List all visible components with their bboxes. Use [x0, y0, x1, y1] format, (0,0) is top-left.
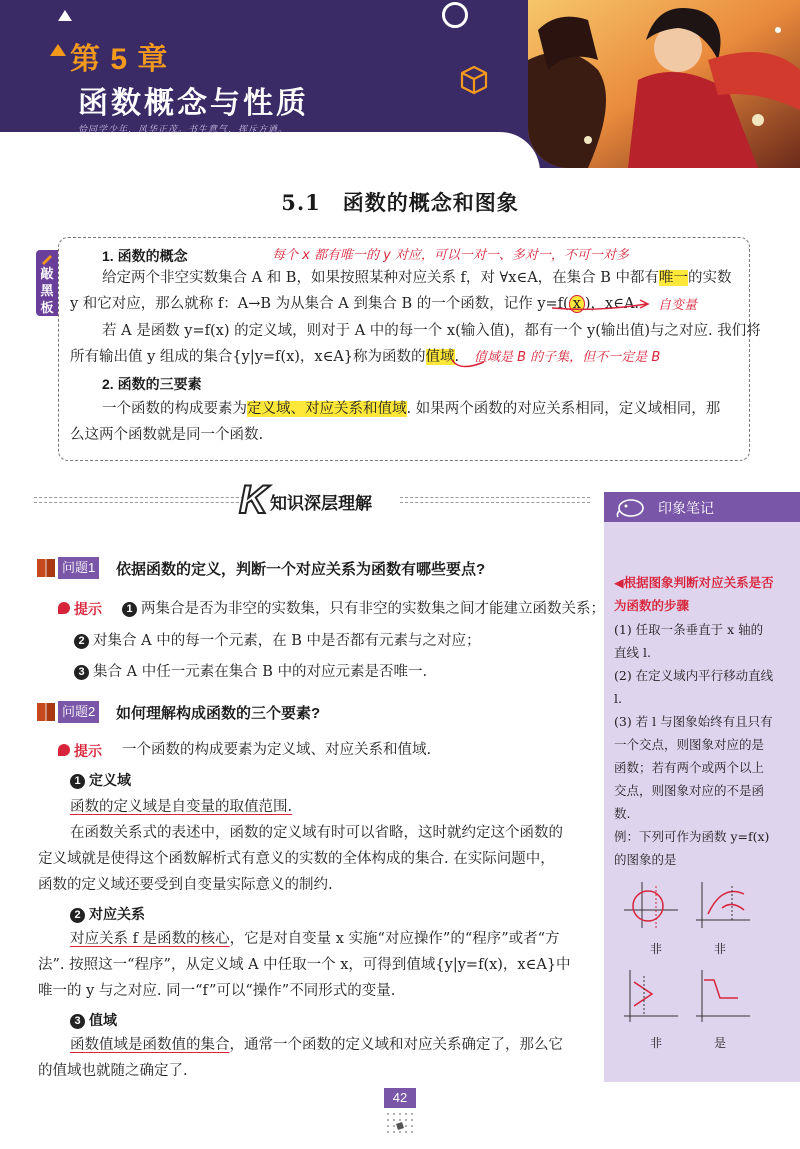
element-text: ，它是对自变量 x 实施“对应操作”的“程序”或者“方	[229, 931, 560, 947]
sidenote-heading-text: ◀根据图象判断对应关系是否为函数的步骤	[614, 576, 774, 613]
sidenote-content	[614, 572, 774, 871]
hint-label: 提示	[74, 743, 102, 759]
definition-text: .	[454, 349, 460, 365]
blackboard-tab-label: 敲黑板	[40, 266, 54, 315]
sidenote-example: 例：下列可作为函数 y=f(x) 的图象的是	[614, 829, 770, 867]
sidenote-step-3: (3) 若 l 与图象始终有且只有一个交点，则图象对应的是函数；若有两个或两个以上交点，则图象对应的不是函数.	[614, 714, 773, 821]
question-1-tag: 问题1	[58, 557, 99, 579]
question-2-text: 如何理解构成函数的三个要素?	[116, 705, 321, 722]
element-3-text-2: 的值域也就随之确定了.	[38, 1063, 188, 1079]
graph-steps	[692, 968, 752, 1024]
elements-line-2: 么这两个函数就是同一个函数.	[70, 427, 264, 443]
hint-1-item-2	[74, 628, 594, 654]
element-title: 对应关系	[89, 906, 145, 922]
handwritten-note-2: 自变量	[658, 298, 698, 313]
definition-text: 给定两个非空实数集合 A 和 B，如果按照某种对应关系 f，对 ∀x∈A，在集合 B 中都有	[102, 270, 660, 286]
element-2-heading	[70, 904, 145, 924]
chapter-number: 第 5 章	[70, 43, 169, 76]
section-title: 5.1 函数的概念和图象	[281, 190, 519, 215]
elements-text: . 如果两个函数的对应关系相同，定义域相同，那	[406, 401, 721, 417]
graph-circle	[620, 880, 680, 932]
element-key-phrase: 对应关系 f 是函数的核心	[70, 931, 230, 947]
highlight-three-elements: 定义域、对应关系和值域	[247, 401, 407, 417]
hint-1-item-1	[122, 596, 605, 622]
hint-text: 集合 A 中任一元素在集合 B 中的对应元素是否唯一.	[93, 664, 428, 680]
sidenote-title: 印象笔记	[658, 500, 714, 516]
hint-2-intro: 一个函数的构成要素为定义域、对应关系和值域.	[122, 742, 432, 758]
chapter-motto: 恰同学少年，风华正茂。书生意气，挥斥方遒。	[78, 125, 289, 135]
element-1-heading	[70, 770, 131, 790]
element-1-text-2: 定义域就是使得这个函数解析式有意义的实数的全体构成的集合. 在实际问题中，	[38, 851, 555, 867]
number-badge: 3	[70, 1014, 85, 1029]
definition-line-3: 若 A 是函数 y=f(x) 的定义域，则对于 A 中的每一个 x(输入值)，都有一个 y(输出值)与之对应. 我们将	[102, 323, 761, 339]
book-icon	[36, 557, 56, 579]
number-badge: 1	[70, 774, 85, 789]
hint-1-item-3	[74, 659, 594, 685]
highlight-unique: 唯一	[659, 270, 689, 286]
k-logo-icon: K	[239, 478, 268, 522]
hint-text: 对集合 A 中的每一个元素，在 B 中是否都有元素与之对应；	[93, 633, 481, 649]
question-2-tag: 问题2	[58, 701, 99, 723]
elephant-icon	[614, 496, 648, 518]
hint-marker-icon	[58, 744, 70, 756]
element-title: 定义域	[89, 772, 131, 788]
definition-text: y 和它对应，那么就称 f：A→B 为从集合 A 到集合 B 的一个函数，记作 y=f(	[70, 296, 569, 312]
divider	[34, 497, 254, 498]
graph-label: 非	[650, 1036, 663, 1050]
number-badge: 2	[70, 908, 85, 923]
divider	[400, 497, 590, 498]
page-number: 42	[384, 1088, 416, 1108]
graph-label: 非	[714, 942, 727, 956]
divider	[34, 502, 254, 503]
highlight-x: x	[569, 295, 585, 313]
element-1-text-3: 函数的定义域还要受到自变量实际意义的制约.	[38, 877, 333, 893]
number-badge: 1	[122, 602, 137, 617]
triangle-decoration-icon	[58, 10, 72, 21]
hint-label: 提示	[74, 601, 102, 617]
definition-text: 所有输出值 y 组成的集合{y|y=f(x)，x∈A}称为函数的	[70, 349, 426, 365]
hint-marker-icon	[58, 602, 70, 614]
pencil-icon	[40, 253, 54, 265]
blackboard-heading-2: 2. 函数的三要素	[102, 376, 202, 392]
elements-text: 一个函数的构成要素为	[102, 401, 247, 417]
elements-line-1	[102, 396, 752, 422]
element-2-text-3: 唯一的 y 与之对应. 同一“f”可以“操作”不同形式的变量.	[38, 983, 396, 999]
knowledge-banner-title: 知识深层理解	[270, 494, 372, 513]
chapter-illustration	[528, 0, 800, 168]
graph-curve	[692, 880, 752, 932]
blackboard-heading-1: 1. 函数的概念	[102, 248, 188, 264]
sidenote-step-1: (1) 任取一条垂直于 x 轴的直线 l.	[614, 622, 764, 660]
element-key-phrase: 函数值域是函数值的集合	[70, 1037, 230, 1053]
graph-label: 非	[650, 942, 663, 956]
element-2-text-1	[70, 926, 610, 952]
handwritten-note-1: 每个 x 都有唯一的 y 对应，可以一对一、多对一，不可一对多	[272, 248, 629, 263]
sidenote-heading	[614, 572, 774, 618]
highlight-range: 值域	[425, 349, 455, 365]
triangle-marker-icon	[50, 44, 66, 56]
element-text: ，通常一个函数的定义域和对应关系确定了，那么它	[229, 1037, 563, 1053]
element-2-text-2: 法”. 按照这一“程序”，从定义域 A 中任取一个 x，可得到值域{y|y=f(x)，x∈A}中	[38, 957, 571, 973]
question-1-text: 依据函数的定义，判断一个对应关系为函数有哪些要点?	[116, 561, 486, 578]
element-3-text-1	[70, 1032, 610, 1058]
element-1-text-1: 在函数关系式的表述中，函数的定义域有时可以省略，这时就约定这个函数的	[70, 825, 563, 841]
definition-text: 的实数	[688, 270, 732, 286]
arrow-annotation-icon	[548, 298, 658, 312]
divider	[400, 502, 590, 503]
sidenote-step-2: (2) 在定义域内平行移动直线 l.	[614, 668, 774, 706]
definition-text: )，x∈A.	[584, 296, 640, 312]
header-curve	[0, 132, 540, 168]
definition-line-1	[102, 265, 742, 291]
element-3-heading	[70, 1010, 117, 1030]
number-badge: 2	[74, 634, 89, 649]
blackboard-tab	[36, 250, 58, 316]
element-1-key: 函数的定义域是自变量的取值范围.	[70, 799, 293, 815]
ring-decoration-icon	[442, 2, 468, 28]
element-title: 值域	[89, 1012, 117, 1028]
chapter-title: 函数概念与性质	[78, 87, 309, 120]
hint-text: 两集合是否为非空的实数集，只有非空的实数集之间才能建立函数关系；	[141, 601, 605, 617]
page-decoration-icon	[382, 1110, 418, 1140]
number-badge: 3	[74, 665, 89, 680]
book-icon	[36, 701, 56, 723]
chapter-header	[0, 0, 800, 168]
handwritten-note-3: 值域是 B 的子集，但不一定是 B	[474, 350, 661, 365]
graph-lines	[620, 968, 680, 1024]
cube-icon	[458, 64, 490, 96]
graph-label: 是	[714, 1036, 727, 1050]
